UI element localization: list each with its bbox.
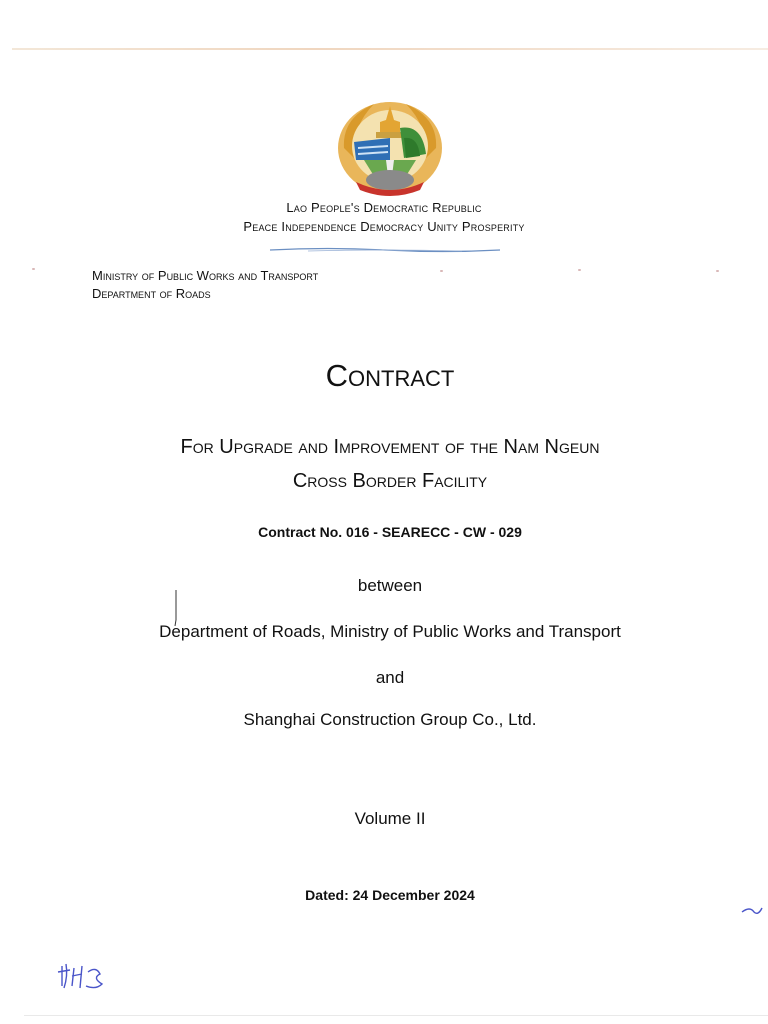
dated-line: Dated: 24 December 2024	[305, 887, 475, 903]
initials-signature	[56, 958, 108, 992]
republic-name: Lao People's Democratic Republic	[286, 200, 482, 215]
paper-speck	[32, 268, 35, 270]
document-title: Contract	[325, 358, 455, 393]
paper-speck	[716, 270, 719, 272]
project-title-line1: For Upgrade and Improvement of the Nam Ngeun	[180, 436, 600, 458]
top-edge-line	[12, 48, 768, 50]
department-name: Department of Roads	[92, 286, 211, 301]
between-label: between	[357, 576, 423, 595]
margin-scribble	[740, 900, 764, 920]
paper-speck	[440, 270, 443, 272]
bottom-edge-line	[24, 1015, 768, 1016]
party-contractor: Shanghai Construction Group Co., Ltd.	[243, 710, 537, 729]
ministry-name: Ministry of Public Works and Transport	[92, 268, 319, 283]
contract-number: Contract No. 016 - SEARECC - CW - 029	[258, 524, 522, 540]
paper-speck	[578, 269, 581, 271]
volume-label: Volume II	[354, 809, 426, 828]
national-motto: Peace Independence Democracy Unity Prosperity	[243, 219, 525, 234]
motto-divider	[268, 246, 502, 254]
national-emblem-icon	[334, 98, 446, 198]
party-employer: Department of Roads, Ministry of Public Works and Transport	[159, 622, 621, 641]
project-title-line2: Cross Border Facility	[292, 470, 488, 492]
and-label: and	[375, 668, 405, 687]
